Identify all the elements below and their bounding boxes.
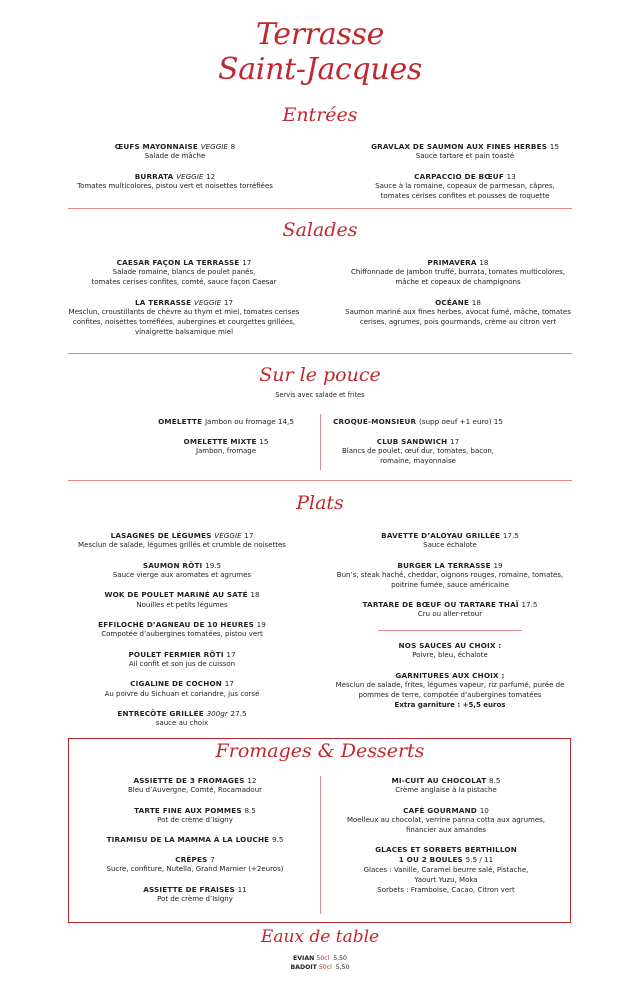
menu-item — [328, 417, 508, 427]
menu-item-desc: Mesclun, croustillants de chèvre au thym et miel, tomates cerises — [68, 307, 300, 316]
entrees-left — [50, 142, 300, 211]
sauces-name: NOS SAUCES AU CHOIX : — [398, 640, 502, 650]
menu-item-price: 17 — [450, 436, 460, 446]
section-eaux — [0, 929, 640, 946]
menu-item-tag: VEGGIE — [214, 531, 242, 540]
menu-item — [84, 806, 306, 826]
menu-item-name: WOK DE POULET MARINÉ AU SATÉ — [104, 590, 248, 600]
menu-item-name: ŒUFS MAYONNAISE — [114, 142, 198, 151]
restaurant-name-line2: Saint-Jacques — [217, 51, 423, 87]
menu-item-tag: VEGGIE — [193, 297, 222, 307]
glaces-item — [330, 845, 562, 895]
menu-item-price: 7 — [210, 855, 215, 865]
menu-item-title — [84, 835, 306, 845]
menu-item — [328, 437, 508, 467]
menu-item-name: MI-CUIT AU CHOCOLAT — [391, 776, 487, 785]
water-unit: 50cl — [318, 963, 332, 971]
menu-item-name: TARTARE DE BŒUF OU TARTARE THAÏ — [362, 600, 519, 610]
menu-item — [68, 650, 296, 670]
glaces-name: GLACES ET SORBETS BERTHILLON — [375, 845, 517, 855]
menu-item-price: 12 — [247, 776, 257, 785]
entrees-columns — [0, 142, 640, 211]
menu-item-name: POULET FERMIER RÔTI — [128, 649, 224, 659]
entrees-right — [340, 142, 590, 211]
menu-item-name: TARTE FINE AUX POMMES — [134, 805, 242, 815]
menu-item-price: 8.5 — [244, 805, 256, 815]
menu-item-desc: sauce au choix — [155, 719, 209, 728]
menu-item-desc: Compotée d’aubergines tomatées, pistou vert — [101, 630, 263, 639]
menu-item-desc: romaine, mayonnaise — [380, 456, 456, 465]
menu-item — [322, 600, 578, 620]
menu-item — [68, 590, 296, 610]
menu-item-title — [322, 600, 578, 610]
section-title-plats: Plats — [296, 492, 344, 514]
menu-item — [54, 258, 314, 288]
menu-item-price: 11 — [237, 884, 247, 894]
menu-item — [140, 417, 312, 427]
menu-item-name: BURRATA — [134, 171, 174, 181]
menu-item-desc: Moelleux au chocolat, verrine panna cotta aux agrumes, — [346, 815, 546, 824]
menu-item-desc: Cru ou aller-retour — [417, 610, 483, 619]
menu-item-price: 18 — [479, 258, 489, 267]
menu-item-price: 15 — [549, 142, 559, 151]
menu-header — [0, 0, 640, 87]
menu-item — [330, 298, 586, 328]
salades-left — [54, 258, 314, 347]
menu-item-desc: Sauce vierge aux aromates et agrumes — [112, 570, 252, 579]
menu-item-desc: Blancs de poulet, œuf dur, tomates, bacon, — [341, 446, 495, 455]
garnitures-desc-2: pommes de terre, compotée d’aubergines tomatées — [358, 690, 542, 699]
plats-left — [68, 531, 296, 739]
pouce-left — [140, 417, 312, 466]
menu-item-title — [84, 885, 306, 895]
menu-item-name: LA TERRASSE — [134, 297, 192, 307]
menu-item-name: OCÉANE — [435, 297, 470, 307]
menu-item-title — [68, 650, 296, 660]
menu-item-desc: Sauce à la romaine, copeaux de parmesan, câpres, — [375, 181, 555, 190]
divider — [68, 480, 572, 481]
divider — [68, 208, 572, 209]
menu-item-desc: cerises, agrumes, pois gourmands, crème au citron vert — [359, 317, 557, 326]
menu-item-desc: Sauce échalote — [423, 541, 477, 550]
eaux-list — [0, 955, 640, 973]
menu-item-title — [328, 437, 508, 447]
pouce-columns — [0, 414, 640, 472]
menu-item-name: CIGALINE DE COCHON — [130, 679, 222, 689]
plats-right — [322, 531, 578, 720]
plats-right-list — [322, 531, 578, 620]
menu-item-title — [68, 709, 296, 719]
section-desserts — [0, 742, 640, 761]
menu-item — [340, 142, 590, 162]
menu-item — [68, 561, 296, 581]
menu-item-desc: Pot de crème d’Isigny — [157, 815, 233, 824]
menu-item — [50, 142, 300, 162]
menu-item-price: 17 — [226, 649, 236, 659]
menu-item-title — [322, 561, 578, 571]
desserts-right-list — [330, 776, 562, 836]
menu-item-name: PRIMAVERA — [427, 258, 477, 267]
garnitures-name: GARNITURES AUX CHOIX : — [395, 670, 505, 680]
menu-item — [54, 298, 314, 338]
menu-item-name: ASSIETTE DE FRAISES — [143, 884, 235, 894]
pouce-subtitle: Servis avec salade et frites — [275, 391, 365, 399]
menu-item-desc: Sauce tartare et pain toasté — [415, 152, 515, 161]
menu-item-price: 15 — [259, 436, 269, 446]
menu-item-desc: Tomates multicolores, pistou vert et noisettes torréfiées — [77, 181, 273, 190]
menu-item-price: 19 — [493, 560, 503, 570]
menu-item-price: Jambon ou fromage 14,5 — [204, 417, 294, 426]
menu-item-name: BURGER LA TERRASSE — [397, 560, 491, 570]
menu-item-title — [330, 776, 562, 786]
divider — [68, 353, 572, 354]
vertical-divider — [320, 776, 321, 914]
menu-item-name: SAUMON RÔTI — [142, 560, 203, 570]
restaurant-name-line1: Terrasse — [255, 17, 385, 52]
menu-item-desc: vinaigrette balsamique miel — [134, 327, 234, 336]
desserts-right — [330, 776, 562, 905]
menu-item-price: 17 — [223, 297, 234, 307]
menu-item-desc: Chiffonnade de jambon truffé, burrata, tomates multicolores, — [350, 268, 566, 277]
menu-item-name: OMELETTE MIXTE — [183, 436, 257, 446]
menu-item-price: 18 — [471, 297, 481, 307]
menu-item — [68, 620, 296, 640]
menu-item — [322, 561, 578, 591]
water-item-evian — [0, 955, 640, 964]
section-entrees — [0, 106, 640, 125]
menu-item-title — [330, 258, 586, 268]
menu-item-name: LASAGNES DE LÉGUMES — [110, 531, 212, 540]
menu-item — [330, 258, 586, 288]
menu-item-name: CLUB SANDWICH — [376, 436, 448, 446]
section-title-salades: Salades — [282, 219, 358, 241]
menu-item-price: 17 — [224, 679, 234, 689]
menu-item-price: 13 — [506, 171, 516, 181]
menu-item-name: GRAVLAX DE SAUMON AUX FINES HERBES — [371, 142, 548, 151]
menu-item — [68, 709, 296, 729]
menu-item-desc: tomates cerises confites et pousses de roquette — [380, 191, 550, 200]
glaces-sub-name: 1 OU 2 BOULES — [398, 855, 463, 865]
menu-item-name: ENTRECÔTE GRILLÉE — [117, 708, 204, 718]
restaurant-name — [0, 18, 640, 87]
section-pouce — [0, 366, 640, 400]
menu-item-desc: Bun’s, steak haché, cheddar, oignons rouges, romaine, tomates, — [336, 570, 564, 579]
garnitures-extra: Extra garniture : +5,5 euros — [394, 700, 506, 709]
desserts-left — [84, 776, 306, 914]
menu-item-desc: financier aux amandes — [405, 825, 487, 834]
glaces-desc-1: Glaces : Vanille, Caramel beurre salé, Pistache, — [363, 865, 529, 874]
menu-item-desc: Bleu d’Auvergne, Comté, Rocamadour — [127, 786, 263, 795]
desserts-columns — [0, 776, 640, 916]
sauces-desc: Poivre, bleu, échalote — [412, 651, 488, 660]
section-title-eaux: Eaux de table — [260, 927, 380, 947]
menu-item-title — [84, 855, 306, 865]
menu-item-title — [68, 620, 296, 630]
menu-item-name: BAVETTE D’ALOYAU GRILLÉE — [381, 531, 501, 540]
menu-item-name: OMELETTE — [158, 417, 203, 426]
menu-item — [68, 679, 296, 699]
menu-item-price: 17 — [244, 531, 254, 540]
menu-item-name: TIRAMISU DE LA MAMMA À LA LOUCHE — [106, 835, 270, 845]
menu-item-title — [54, 258, 314, 268]
menu-item-name: CARPACCIO DE BŒUF — [414, 171, 504, 181]
menu-item-price: (supp oeuf +1 euro) 15 — [418, 417, 503, 426]
menu-item — [84, 855, 306, 875]
menu-item-title — [322, 531, 578, 541]
menu-item-title — [340, 172, 590, 182]
divider — [378, 630, 522, 631]
pouce-right — [328, 417, 508, 476]
water-name: EVIAN — [293, 955, 315, 962]
menu-item-desc: Au poivre du Sichuan et coriandre, jus corsé — [104, 689, 260, 698]
menu-item-title — [68, 590, 296, 600]
salades-right — [330, 258, 586, 347]
menu-item-price: 27.5 — [230, 708, 247, 718]
water-name: BADOIT — [290, 963, 317, 971]
plats-columns — [0, 531, 640, 731]
menu-item-name: CAESAR FAÇON LA TERRASSE — [116, 258, 240, 267]
water-price: 5,50 — [335, 963, 350, 971]
menu-item-name: ASSIETTE DE 3 FROMAGES — [133, 776, 245, 785]
menu-item-title — [68, 679, 296, 689]
menu-item — [50, 172, 300, 192]
menu-item-name: CRÊPES — [175, 855, 208, 865]
menu-item-desc: Ail confit et son jus de cuisson — [128, 659, 236, 668]
section-title-desserts: Fromages & Desserts — [215, 740, 425, 762]
menu-item-price: 17.5 — [502, 531, 519, 540]
water-unit: 50cl — [316, 955, 330, 962]
vertical-divider — [320, 414, 321, 470]
menu-item-desc: confites, noisettes torréfiées, aubergines et courgettes grillées, — [72, 317, 296, 326]
salades-columns — [0, 258, 640, 347]
menu-item-desc: Sucre, confiture, Nutella, Grand Marnier (+2euros) — [106, 865, 284, 874]
garnitures-item — [322, 671, 578, 711]
menu-item-desc: Salade de mâche — [144, 152, 206, 161]
menu-item — [140, 437, 312, 457]
menu-item-title — [140, 437, 312, 447]
menu-item-title — [328, 417, 508, 427]
menu-item — [84, 885, 306, 905]
menu-item-title — [84, 776, 306, 786]
menu-item-desc: Pot de crème d’Isigny — [157, 894, 233, 903]
menu-item — [330, 776, 562, 796]
garnitures-desc-1: Mesclun de salade, frites, légumes vapeur, riz parfumé, purée de — [335, 680, 565, 689]
menu-item — [340, 172, 590, 202]
menu-item-title — [140, 417, 312, 427]
menu-item-title — [54, 298, 314, 308]
menu-item-desc: tomates cerises confites, comté, sauce façon Caesar — [91, 278, 277, 287]
menu-item-title — [330, 806, 562, 816]
menu-item-price: 12 — [206, 171, 216, 181]
menu-item-tag: 300gr — [206, 708, 228, 718]
menu-item-title — [340, 142, 590, 152]
menu-item-title — [50, 142, 300, 152]
section-title-pouce: Sur le pouce — [259, 364, 381, 386]
menu-item-title — [68, 531, 296, 541]
menu-item-title — [84, 806, 306, 816]
menu-item-price: 17.5 — [521, 600, 538, 610]
menu-item-price: 18 — [250, 590, 260, 600]
menu-item — [84, 776, 306, 796]
menu-item-desc: poitrine fumée, sauce américaine — [391, 580, 509, 589]
menu-item — [68, 531, 296, 551]
menu-item-desc: Nouilles et petits légumes — [136, 600, 228, 609]
section-plats — [0, 494, 640, 513]
menu-item — [322, 531, 578, 551]
menu-item-price: 10 — [479, 805, 489, 815]
section-salades — [0, 221, 640, 240]
menu-item-desc: Mesclun de salade, légumes grillés et crumble de noisettes — [78, 541, 286, 550]
menu-item-price: 8 — [230, 142, 236, 151]
menu-item-name: CAFÉ GOURMAND — [403, 805, 477, 815]
menu-item-price: 19 — [256, 619, 266, 629]
menu-item-desc: Jambon, fromage — [195, 446, 257, 455]
menu-item-price: 17 — [242, 258, 252, 267]
menu-item-tag: VEGGIE — [176, 171, 204, 181]
menu-item-title — [50, 172, 300, 182]
water-price: 5,50 — [333, 955, 347, 962]
menu-item-name: CROQUE-MONSIEUR — [333, 417, 417, 426]
menu-item-name: EFFILOCHÉ D’AGNEAU DE 10 HEURES — [98, 619, 254, 629]
menu-item-desc: Saumon mariné aux fines herbes, avocat fumé, mâche, tomates — [345, 307, 571, 316]
menu-item-desc: mâche et copeaux de champignons — [395, 278, 521, 287]
sauces-item — [322, 641, 578, 661]
glaces-sub — [330, 855, 562, 865]
glaces-desc-3: Sorbets : Framboise, Cacao, Citron vert — [377, 885, 515, 894]
menu-item-desc: Crème anglaise à la pistache — [395, 786, 497, 795]
glaces-sub-price: 5.5 / 11 — [465, 855, 494, 865]
menu-item-price: 19.5 — [205, 560, 222, 570]
menu-item-desc: Salade romaine, blancs de poulet panés, — [112, 268, 256, 277]
section-title-entrees: Entrées — [282, 104, 358, 126]
menu-item-price: 8.5 — [489, 776, 501, 785]
menu-item-title — [68, 561, 296, 571]
menu-item-title — [330, 298, 586, 308]
menu-item — [330, 806, 562, 836]
water-item-badoit — [0, 964, 640, 973]
menu-item — [84, 835, 306, 845]
menu-item-price: 9.5 — [271, 835, 284, 845]
menu-item-tag: VEGGIE — [200, 142, 228, 151]
glaces-desc-2: Yaourt Yuzu, Moka — [414, 875, 478, 884]
